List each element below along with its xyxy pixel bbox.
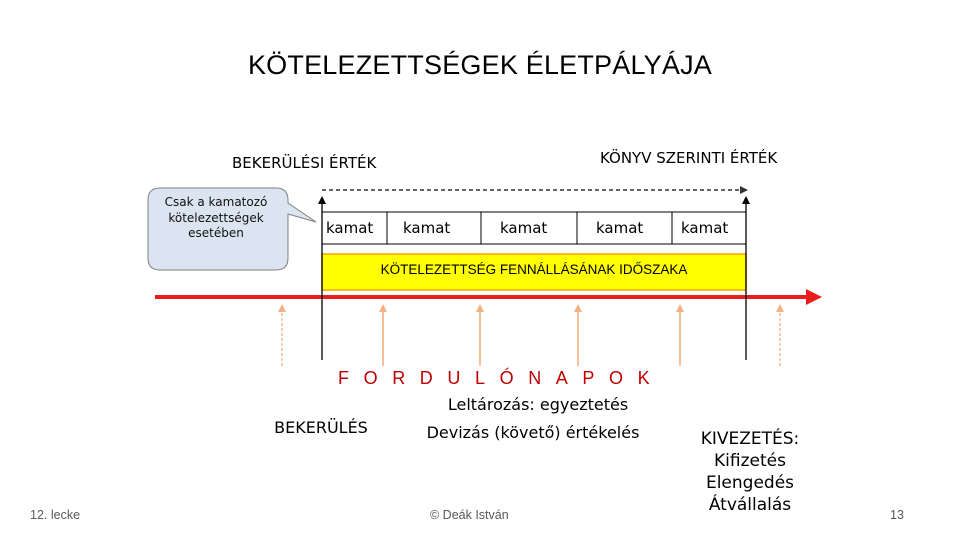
acquisition-value-label: BEKERÜLÉSI ÉRTÉK	[232, 154, 377, 172]
kamat-cell: kamat	[326, 219, 374, 237]
period-band-label: KÖTELEZETTSÉG FENNÁLLÁSÁNAK IDŐSZAKA	[380, 262, 688, 277]
recognition-label: BEKERÜLÉS	[274, 418, 368, 437]
kamat-cell: kamat	[596, 219, 644, 237]
derecognition-item: Kifizetés	[714, 451, 786, 471]
dashed-arrow-head	[740, 186, 748, 194]
reporting-dates-label: FORDULÓNAPOK	[338, 368, 665, 388]
kamat-cell: kamat	[681, 219, 729, 237]
derecognition-title: KIVEZETÉS:	[700, 429, 800, 449]
derecognition-item: Átvállalás	[708, 495, 792, 515]
slide-number: 13	[890, 508, 904, 522]
timeline-arrowhead	[806, 289, 822, 305]
kamat-cell: kamat	[403, 219, 451, 237]
kamat-cell: kamat	[500, 219, 548, 237]
derecognition-block	[675, 428, 825, 516]
fx-valuation-line: Devizás (követő) értékelés	[426, 423, 640, 442]
inventory-line: Leltározás: egyeztetés	[447, 395, 629, 414]
slide-title: KÖTELEZETTSÉGEK ÉLETPÁLYÁJA	[247, 50, 713, 80]
footer-lesson: 12. lecke	[30, 508, 81, 522]
book-value-label: KÖNYV SZERINTI ÉRTÉK	[600, 149, 778, 167]
derecognition-item: Elengedés	[705, 473, 795, 493]
callout-text: Csak a kamatozó kötelezettségek esetében	[164, 195, 268, 240]
footer-author: © Deák István	[430, 508, 509, 522]
